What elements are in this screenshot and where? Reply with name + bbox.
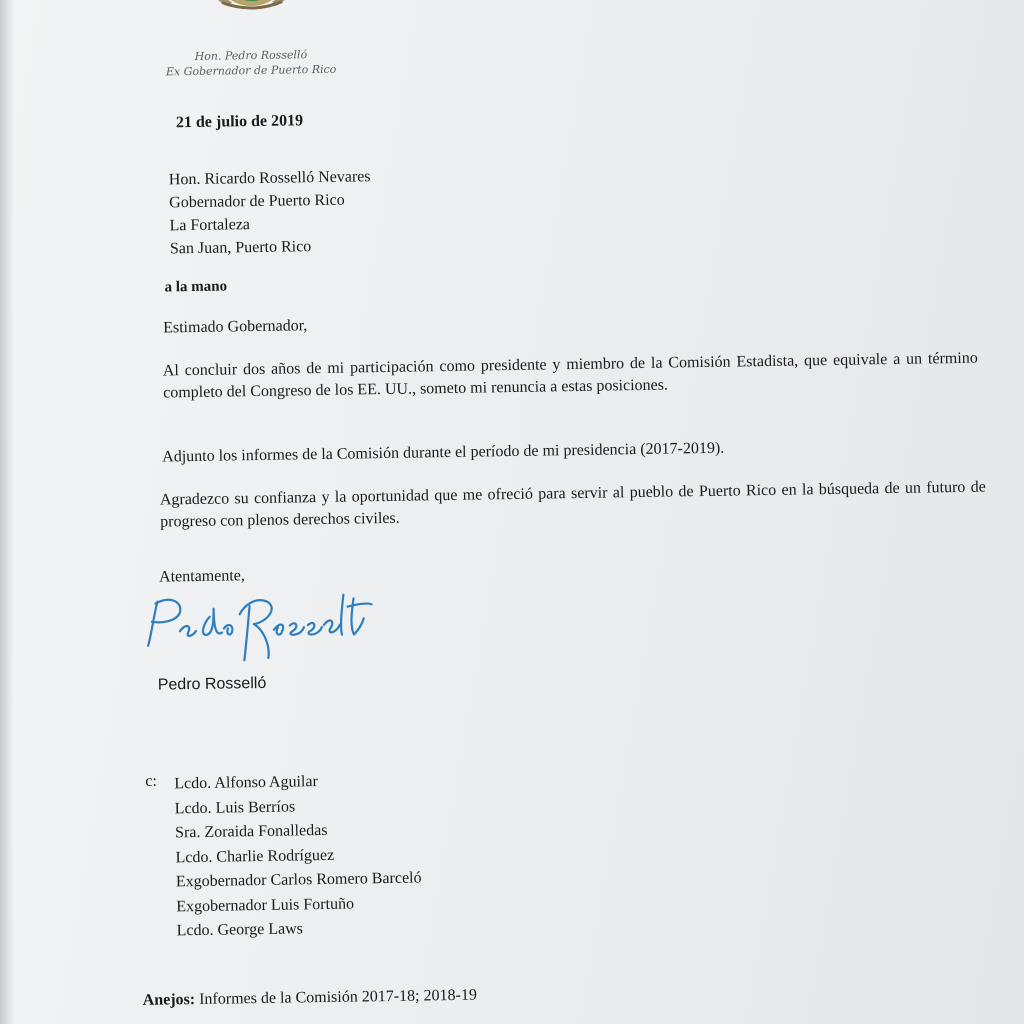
letter-date: 21 de julio de 2019 — [175, 112, 304, 132]
cc-recipient: Lcdo. Luis Berríos — [174, 797, 296, 817]
letterhead — [121, 46, 381, 80]
addressee-line: La Fortaleza — [169, 216, 251, 235]
addressee-line: Gobernador de Puerto Rico — [169, 191, 345, 212]
delivery-note: a la mano — [164, 278, 228, 296]
body-paragraph: Agradezco su confianza y la oportunidad que me ofreció para servir al pueblo de Puerto Rico en la búsqueda de un futuro de progreso con plenos derechos civiles. — [159, 478, 986, 531]
signer-name: Pedro Rosselló — [157, 674, 267, 694]
crest-seal-icon — [195, 0, 308, 15]
addressee-line: San Juan, Puerto Rico — [169, 238, 312, 258]
enclosures — [143, 987, 477, 1010]
enclosures-text: Informes de la Comisión 2017-18; 2018-19 — [199, 986, 478, 1008]
cc-recipient: Sra. Zoraida Fonalledas — [174, 821, 328, 842]
cc-list — [174, 769, 422, 944]
cc-label: c: — [145, 772, 157, 790]
addressee-line: Hon. Ricardo Rosselló Nevares — [168, 168, 371, 189]
closing: Atentamente, — [158, 567, 245, 586]
salutation: Estimado Gobernador, — [163, 317, 308, 337]
cc-recipient: Exgobernador Carlos Romero Barceló — [175, 869, 422, 891]
body-paragraph: Adjunto los informes de la Comisión durante el período de mi presidencia (2017-2019). — [162, 439, 725, 466]
letterhead-name: Hon. Pedro Rosselló — [194, 48, 308, 63]
handwritten-signature — [139, 584, 390, 668]
cc-recipient: Lcdo. George Laws — [176, 920, 304, 940]
letterhead-title: Ex Gobernador de Puerto Rico — [165, 62, 337, 79]
cc-recipient: Lcdo. Charlie Rodríguez — [175, 846, 335, 866]
addressee-block — [169, 165, 372, 260]
cc-recipient: Lcdo. Alfonso Aguilar — [174, 773, 318, 793]
body-paragraph: Al concluir dos años de mi participación como presidente y miembro de la Comisión Estadista, que equivale a un término completo del Congreso de los EE. UU., someto mi renuncia a estas posiciones. — [162, 349, 978, 402]
cc-recipient: Exgobernador Luis Fortuño — [176, 895, 355, 915]
enclosures-label: Anejos: — [142, 991, 196, 1009]
